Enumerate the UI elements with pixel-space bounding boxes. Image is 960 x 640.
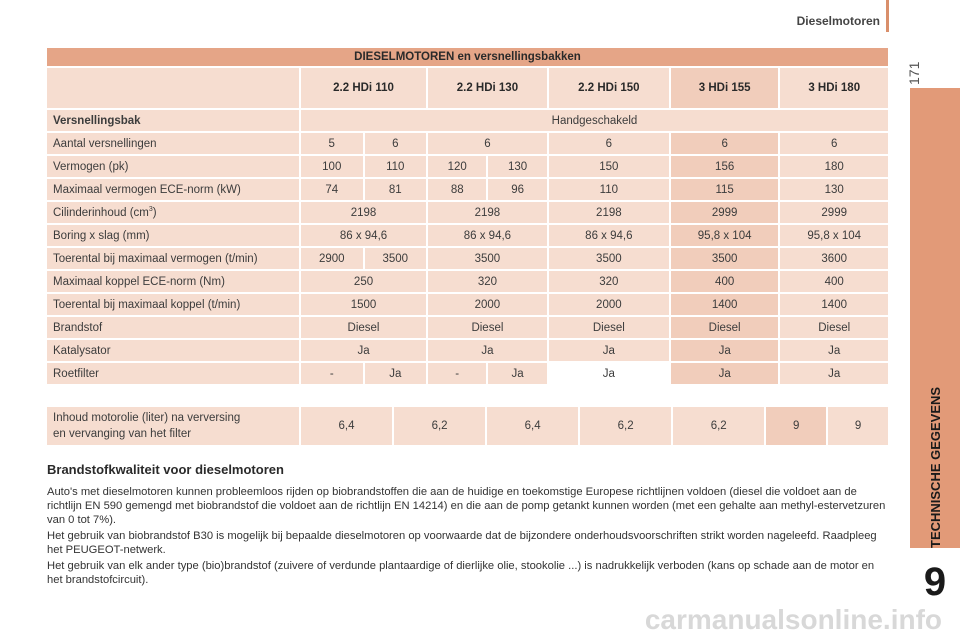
fuel-quality-heading: Brandstofkwaliteit voor dieselmotoren bbox=[47, 462, 284, 477]
paragraph: Het gebruik van elk ander type (bio)brandstof (zuivere of verdunde plantaardige of dierlijke olie, stookolie ...) is nadrukkelijk verboden (kans op schade aan de motor en het brandstofcircuit). bbox=[47, 560, 875, 586]
cell: 2000 bbox=[549, 294, 669, 315]
model-header: 2.2 HDi 110 bbox=[301, 68, 426, 108]
row-label bbox=[47, 202, 299, 223]
cell: 1400 bbox=[780, 294, 888, 315]
model-header: 3 HDi 155 bbox=[671, 68, 779, 108]
cell: Ja bbox=[671, 363, 779, 384]
diesel-engine-spec-table bbox=[45, 46, 890, 386]
cell: 150 bbox=[549, 156, 669, 177]
cell: Ja bbox=[671, 340, 779, 361]
cell: Diesel bbox=[301, 317, 426, 338]
cell: 1400 bbox=[671, 294, 779, 315]
table-row-rpm-torque bbox=[47, 294, 888, 315]
cell: 115 bbox=[671, 179, 779, 200]
row-label: Roetfilter bbox=[47, 363, 299, 384]
model-header: 2.2 HDi 130 bbox=[428, 68, 547, 108]
cell: 250 bbox=[301, 271, 426, 292]
cell: 400 bbox=[780, 271, 888, 292]
engine-oil-table bbox=[45, 405, 890, 447]
row-label: Toerental bij maximaal koppel (t/min) bbox=[47, 294, 299, 315]
section-header: Dieselmotoren bbox=[796, 14, 880, 28]
cell: 95,8 x 104 bbox=[780, 225, 888, 246]
cell: 6,2 bbox=[673, 407, 764, 445]
cell: - bbox=[301, 363, 363, 384]
row-label: Maximaal vermogen ECE-norm (kW) bbox=[47, 179, 299, 200]
chapter-number: 9 bbox=[923, 560, 947, 604]
paragraph: Het gebruik van biobrandstof B30 is mogelijk bij bepaalde dieselmotoren op voorwaarde dat de bijzondere onderhoudsvoorschriften strikt worden nageleefd. Raadpleeg het PEUGEOT-netwerk. bbox=[47, 530, 877, 556]
cell: 100 bbox=[301, 156, 363, 177]
cell: 74 bbox=[301, 179, 363, 200]
cell: 6,2 bbox=[394, 407, 485, 445]
cell: 95,8 x 104 bbox=[671, 225, 779, 246]
cell: 180 bbox=[780, 156, 888, 177]
cell: Diesel bbox=[428, 317, 547, 338]
model-header: 2.2 HDi 150 bbox=[549, 68, 669, 108]
cell: 6 bbox=[549, 133, 669, 154]
row-label: Maximaal koppel ECE-norm (Nm) bbox=[47, 271, 299, 292]
cell: Ja bbox=[365, 363, 427, 384]
cell: 2198 bbox=[301, 202, 426, 223]
cell: 120 bbox=[428, 156, 486, 177]
page-number-text: 171 bbox=[906, 61, 922, 85]
table-row-gearbox bbox=[47, 110, 888, 131]
cell: 3500 bbox=[365, 248, 427, 269]
cell: 2999 bbox=[671, 202, 779, 223]
row-label: Boring x slag (mm) bbox=[47, 225, 299, 246]
watermark: carmanualsonline.info bbox=[644, 604, 942, 635]
cell: 400 bbox=[671, 271, 779, 292]
table-row-fuel bbox=[47, 317, 888, 338]
table-row-displacement bbox=[47, 202, 888, 223]
table-row-max-power bbox=[47, 179, 888, 200]
side-tab-divider bbox=[910, 556, 960, 558]
cell: Ja bbox=[549, 340, 669, 361]
cell: 320 bbox=[428, 271, 547, 292]
model-header-row bbox=[47, 68, 888, 108]
cell: 2198 bbox=[549, 202, 669, 223]
header-blank-cell bbox=[47, 68, 299, 108]
cell: Diesel bbox=[671, 317, 779, 338]
cell: 130 bbox=[488, 156, 546, 177]
cell: 86 x 94,6 bbox=[549, 225, 669, 246]
row-label-line: Inhoud motorolie (liter) na verversing bbox=[53, 412, 241, 424]
row-label: Vermogen (pk) bbox=[47, 156, 299, 177]
cell: 6 bbox=[780, 133, 888, 154]
cell: 86 x 94,6 bbox=[301, 225, 426, 246]
table-row-oil bbox=[47, 407, 888, 445]
cell: Ja bbox=[549, 363, 669, 384]
superscript: 3 bbox=[148, 206, 153, 214]
row-label: Versnellingsbak bbox=[47, 110, 299, 131]
cell: Handgeschakeld bbox=[301, 110, 888, 131]
row-label-line: en vervanging van het filter bbox=[53, 428, 192, 440]
row-label: Toerental bij maximaal vermogen (t/min) bbox=[47, 248, 299, 269]
cell: 6 bbox=[671, 133, 779, 154]
table-row-rpm-power bbox=[47, 248, 888, 269]
cell: 2999 bbox=[780, 202, 888, 223]
table-row-power bbox=[47, 156, 888, 177]
cell: 110 bbox=[549, 179, 669, 200]
cell: 5 bbox=[301, 133, 363, 154]
cell: 320 bbox=[549, 271, 669, 292]
paragraph: Auto's met dieselmotoren kunnen probleemloos rijden op biobrandstoffen die aan de huidige en toekomstige Europese richtlijnen voldoen (diesel die voldoet aan de richtlijn EN 590 gemengd met biobrandstof die voldoet aan de richtlijn EN 14214) en die aan de pomp getankt kunnen worden (met een gehalte aan methyl-estervetzuren van 0 tot 7%). bbox=[47, 486, 886, 526]
cell: 2198 bbox=[428, 202, 547, 223]
cell: 3500 bbox=[671, 248, 779, 269]
cell: 110 bbox=[365, 156, 427, 177]
cell: 81 bbox=[365, 179, 427, 200]
cell: Ja bbox=[780, 363, 888, 384]
cell: 86 x 94,6 bbox=[428, 225, 547, 246]
cell: 2900 bbox=[301, 248, 363, 269]
row-label-end: ) bbox=[152, 206, 157, 219]
cell: 9 bbox=[766, 407, 826, 445]
cell: 96 bbox=[488, 179, 546, 200]
row-label bbox=[47, 407, 299, 445]
cell: 3600 bbox=[780, 248, 888, 269]
cell: 6 bbox=[365, 133, 427, 154]
table-row-filter bbox=[47, 363, 888, 384]
cell: Diesel bbox=[549, 317, 669, 338]
row-label: Brandstof bbox=[47, 317, 299, 338]
header-accent-bar bbox=[886, 0, 889, 32]
row-label: Aantal versnellingen bbox=[47, 133, 299, 154]
cell: 9 bbox=[828, 407, 888, 445]
cell: 6 bbox=[428, 133, 547, 154]
table-row-bore bbox=[47, 225, 888, 246]
chapter-title: TECHNISCHE GEGEVENS bbox=[928, 386, 943, 548]
cell: Ja bbox=[428, 340, 547, 361]
cell: 130 bbox=[780, 179, 888, 200]
fuel-quality-body bbox=[47, 485, 887, 589]
cell: Ja bbox=[780, 340, 888, 361]
row-label: Katalysator bbox=[47, 340, 299, 361]
table-row-catalyst bbox=[47, 340, 888, 361]
row-label-text: Cilinderinhoud (cm bbox=[53, 206, 149, 219]
cell: 6,2 bbox=[580, 407, 671, 445]
cell: - bbox=[428, 363, 486, 384]
table-row-torque bbox=[47, 271, 888, 292]
cell: 6,4 bbox=[487, 407, 578, 445]
cell: Ja bbox=[488, 363, 546, 384]
cell: Ja bbox=[301, 340, 426, 361]
cell: Diesel bbox=[780, 317, 888, 338]
table-title-row bbox=[47, 48, 888, 66]
table-row-gears bbox=[47, 133, 888, 154]
cell: 88 bbox=[428, 179, 486, 200]
cell: 3500 bbox=[428, 248, 547, 269]
table-title: DIESELMOTOREN en versnellingsbakken bbox=[47, 48, 888, 66]
cell: 6,4 bbox=[301, 407, 392, 445]
cell: 2000 bbox=[428, 294, 547, 315]
cell: 1500 bbox=[301, 294, 426, 315]
cell: 3500 bbox=[549, 248, 669, 269]
cell: 156 bbox=[671, 156, 779, 177]
model-header: 3 HDi 180 bbox=[780, 68, 888, 108]
